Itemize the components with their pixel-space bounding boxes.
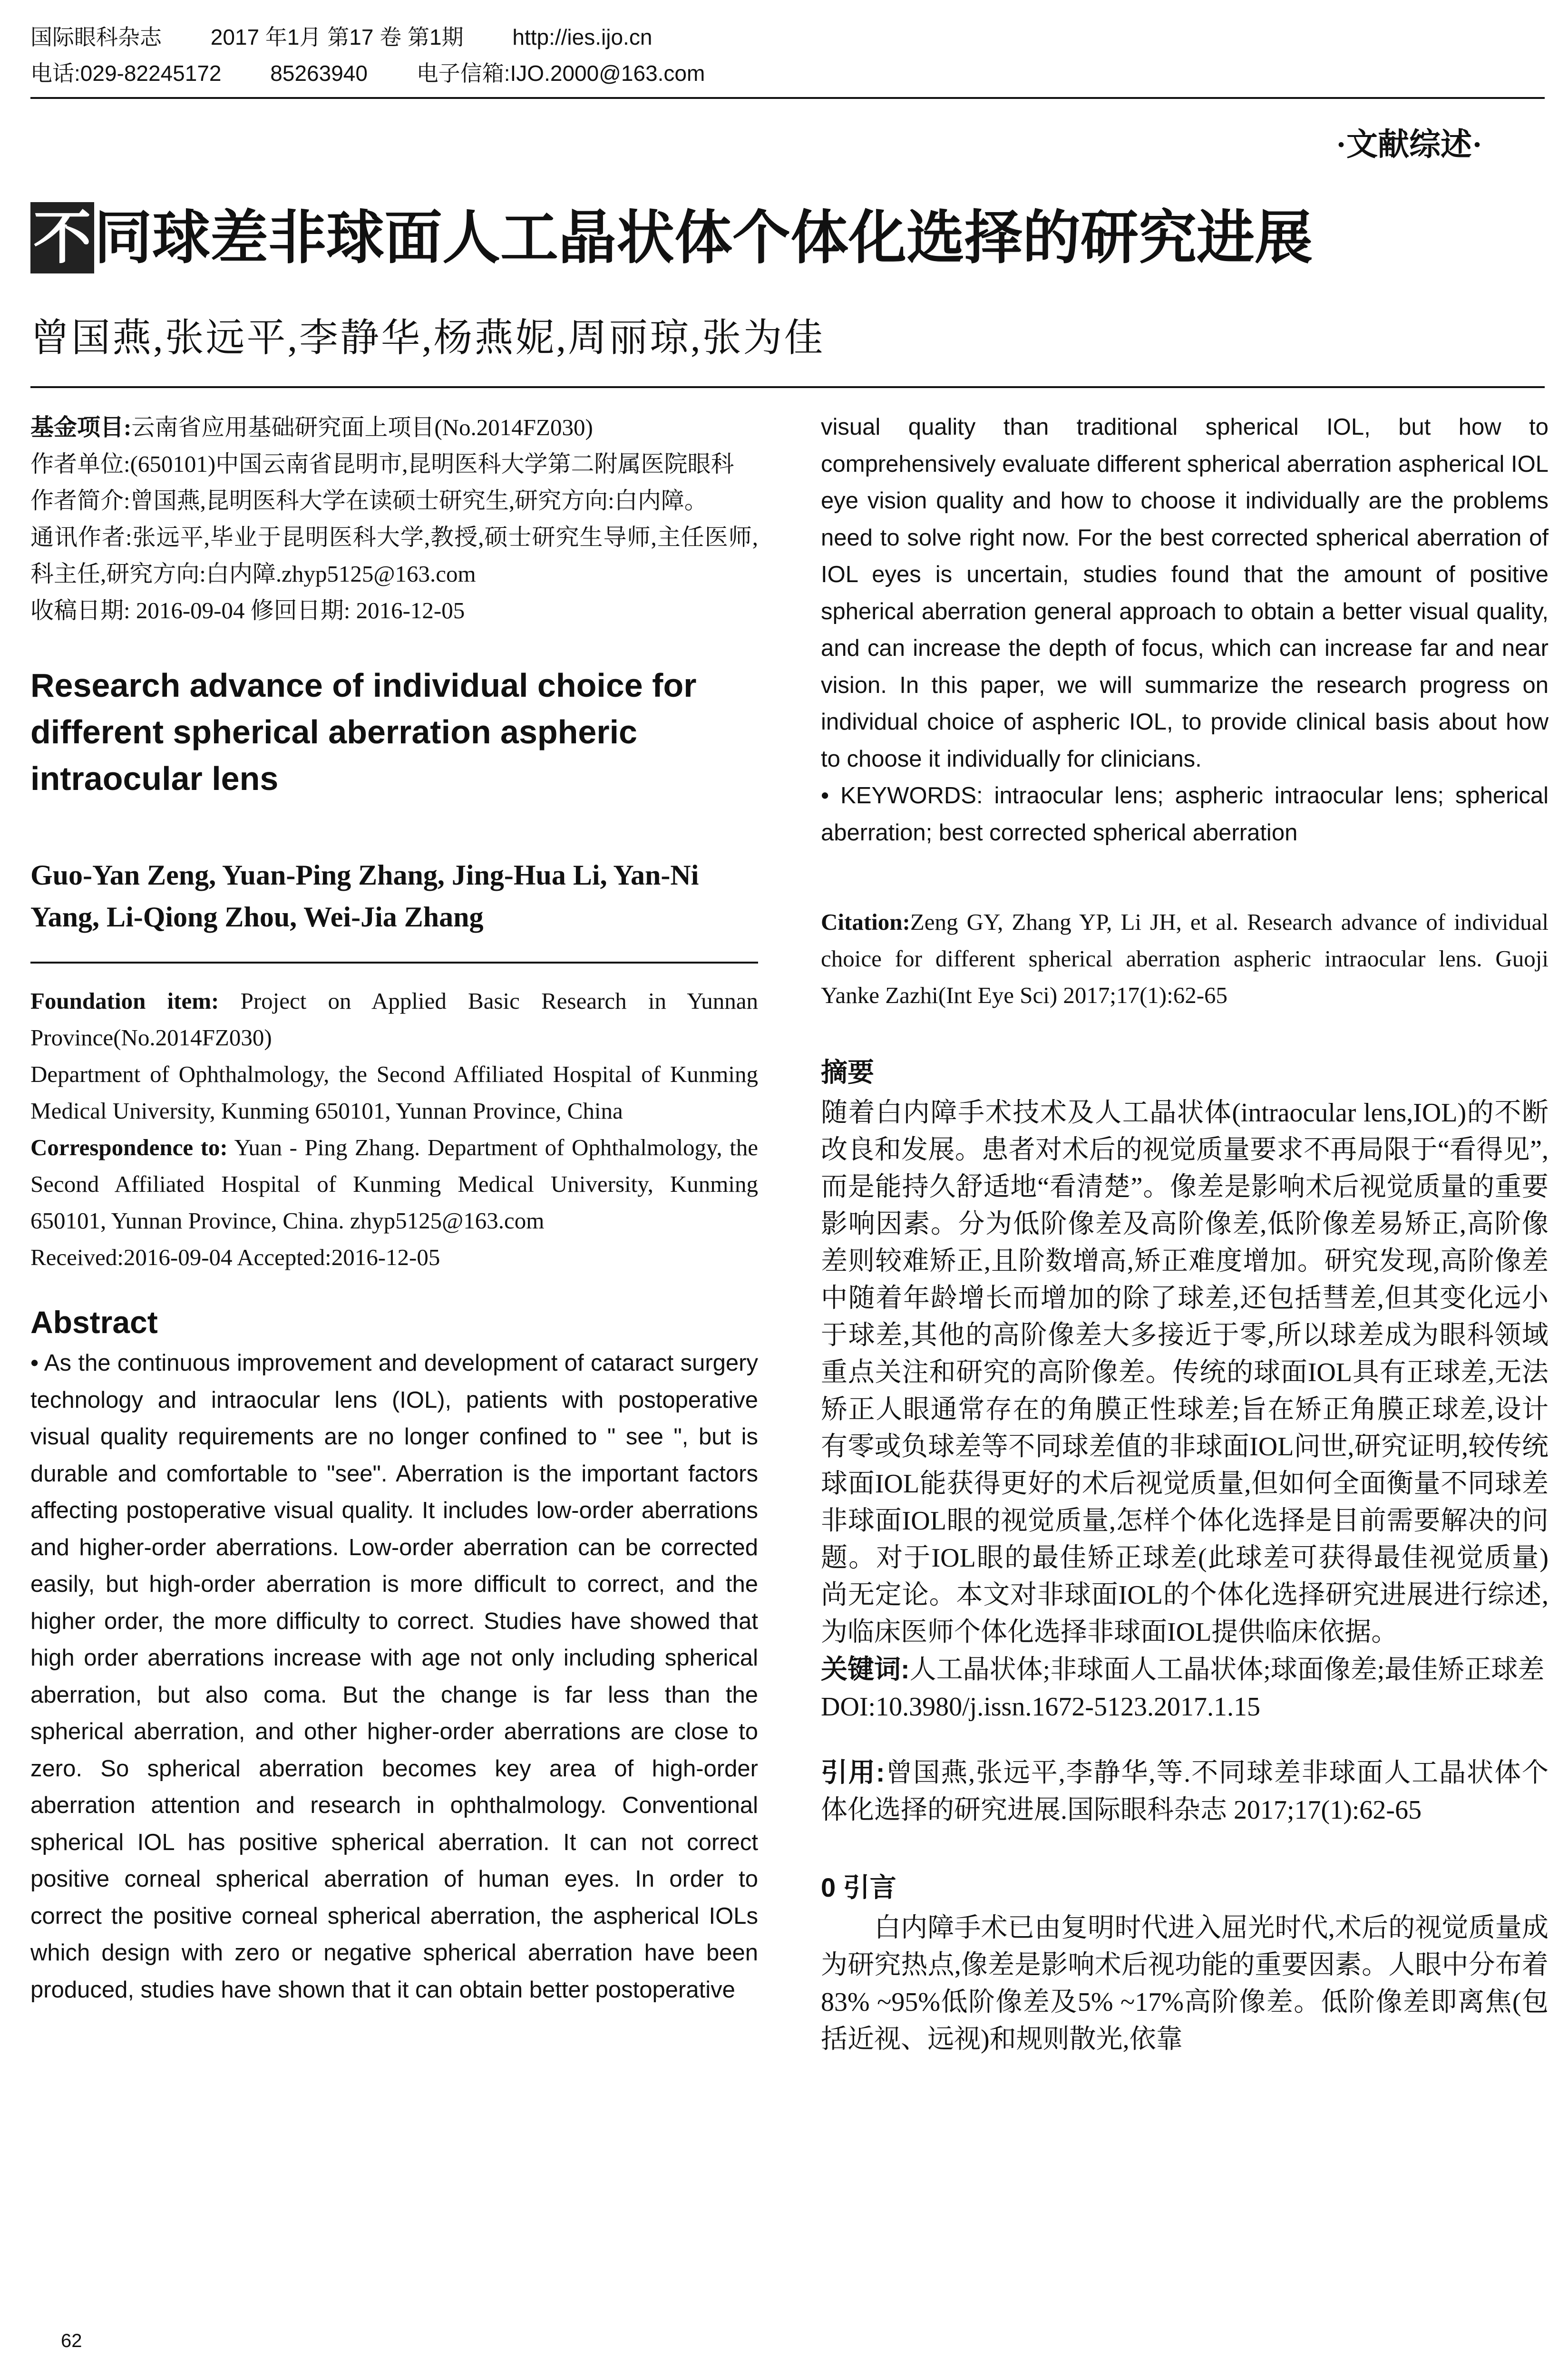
correspondence: Correspondence to: Yuan - Ping Zhang. Department of Ophthalmology, the Second Affiliated Hospital of Kunming Medical University, Kunming 650101, Yunnan Province, China. zhyp5125@163.com <box>30 1134 759 1234</box>
department: Department of Ophthalmology, the Second Affiliated Hospital of Kunming Medical University, Kunming 650101, Yunnan Province, China <box>30 1061 758 1124</box>
intro-text: 白内障手术已由复明时代进入屈光时代,术后的视觉质量成为研究热点,像差是影响术后视功能的重要因素。人眼中分布着83% ~95%低阶像差及5% ~17%高阶像差。低阶像差即离焦(包括近视、远视)和规则散光,依靠 <box>821 1913 1549 2054</box>
cn-abstract-heading: 摘要 <box>821 1057 874 1087</box>
header-divider <box>30 97 1545 99</box>
doi: DOI:10.3980/j.issn.1672-5123.2017.1.15 <box>821 1692 1260 1722</box>
citation-en: Citation:Zeng GY, Zhang YP, Li JH, et al. Research advance of individual choice for different spherical aberration aspheric intraocular lens. Guoji Yanke Zazhi(Int Eye Sci) 2017;17(1):62-65 <box>821 909 1549 1008</box>
english-title: Research advance of individual choice for different spherical aberration aspheric intraocular lens <box>30 667 697 797</box>
journal-url[interactable]: http://ies.ijo.cn <box>512 25 653 49</box>
right-column <box>821 409 1549 2058</box>
journal-issue: 2017 年1月 第17 卷 第1期 <box>210 25 464 49</box>
author-list-cn: 曾国燕,张远平,李静华,杨燕妮,周丽琼,张为佳 <box>30 316 825 360</box>
journal-phone-2: 85263940 <box>270 61 368 86</box>
article-info <box>30 409 758 629</box>
info-affiliation: 作者单位:(650101)中国云南省昆明市,昆明医科大学第二附属医院眼科 <box>30 451 734 477</box>
info-corresponding: 通讯作者:张远平,毕业于昆明医科大学,教授,硕士研究生导师,主任医师,科主任,研究方向:白内障.zhyp5125@163.com <box>30 524 758 587</box>
section-tag: ·文献综述· <box>1335 127 1482 162</box>
title-initial: 不 <box>30 202 94 273</box>
intro-heading: 0 引言 <box>821 1872 896 1902</box>
abstract-heading: Abstract <box>30 1305 158 1340</box>
cn-keywords: 关键词:人工晶状体;非球面人工晶状体;球面像差;最佳矫正球差 <box>821 1654 1545 1685</box>
foundation-item: Foundation item: Project on Applied Basic Research in Yunnan Province(No.2014FZ030) <box>30 988 759 1051</box>
author-divider <box>30 386 1545 388</box>
page-title <box>30 202 1313 273</box>
cn-abstract-text: 随着白内障手术技术及人工晶状体(intraocular lens,IOL)的不断改良和发展。患者对术后的视觉质量要求不再局限于“看得见”,而是能持久舒适地“看清楚”。像差是影响术后视觉质量的重要影响因素。分为低阶像差及高阶像差,低阶像差易矫正,高阶像差则较难矫正,且阶数增高,矫正难度增加。研究发现,高阶像差中随着年龄增长而增加的除了球差,还包括彗差,但其变化远小于球差,其他的高阶像差大多接近于零,所以球差成为眼科领域重点关注和研究的高阶像差。传统的球面IOL具有正球差,无法矫正人眼通常存在的角膜正性球差;旨在矫正角膜正球差,设计有零或负球差等不同球差值的非球面IOL问世,研究证明,较传统球面IOL能获得更好的术后视觉质量,但如何全面衡量不同球差非球面IOL眼的视觉质量,怎样个体化选择是目前需要解决的问题。对于IOL眼的最佳矫正球差(此球差可获得最佳视觉质量)尚无定论。本文对非球面IOL的个体化选择研究进展进行综述,为临床医师个体化选择非球面IOL提供临床依据。 <box>821 1098 1549 1647</box>
cn-citation: 引用:曾国燕,张远平,李静华,等.不同球差非球面人工晶状体个体化选择的研究进展.国际眼科杂志 2017;17(1):62-65 <box>821 1757 1549 1825</box>
left-column <box>30 409 758 2008</box>
journal-phone: 电话:029-82245172 <box>30 61 222 86</box>
journal-header <box>30 19 1552 91</box>
title-text: 同球差非球面人工晶状体个体化选择的研究进展 <box>94 205 1313 270</box>
journal-email[interactable]: 电子信箱:IJO.2000@163.com <box>416 61 705 86</box>
english-author-list: Guo-Yan Zeng, Yuan-Ping Zhang, Jing-Hua Li, Yan-Ni Yang, Li-Qiong Zhou, Wei-Jia Zhang <box>30 859 699 933</box>
abstract-text-part-2: visual quality than traditional spherical IOL, but how to comprehensively evaluate different spherical aberration aspherical IOL eye vision quality and how to choose it individually are the problems need to solve right now. For the best corrected spherical aberration of IOL eyes is uncertain, studies found that the amount of positive spherical aberration general approach to obtain a better visual quality, and can increase the depth of focus, which can increase far and near vision. In this paper, we will summarize the research progress on individual choice of aspheric IOL, to provide clinical basis about how to choose it individually for clinicians. <box>821 414 1549 772</box>
keywords-en: • KEYWORDS: intraocular lens; aspheric intraocular lens; spherical aberration; best corrected spherical aberration <box>821 783 1549 846</box>
info-foundation: 基金项目:云南省应用基础研究面上项目(No.2014FZ030) <box>30 414 593 440</box>
info-author-bio: 作者简介:曾国燕,昆明医科大学在读硕士研究生,研究方向:白内障。 <box>30 487 708 514</box>
received-accepted: Received:2016-09-04 Accepted:2016-12-05 <box>30 1244 440 1270</box>
en-author-divider <box>30 962 758 964</box>
abstract-text-part-1: • As the continuous improvement and development of cataract surgery technology and intraocular lens (IOL), patients with postoperative visual quality requirements are no longer confined to " see ", but is durable and comfortable to "see". Aberration is the important factors affecting postoperative visual quality. It includes low-order aberrations and higher-order aberrations. Low-order aberration can be corrected easily, but high-order aberration is more difficult to correct, and the higher order, the more difficulty to correct. Studies have showed that high order aberrations increase with age not only including spherical aberration, but also coma. But the change is far less than the spherical aberration, and other higher-order aberrations are close to zero. So spherical aberration becomes key area of high-order aberration attention and research in ophthalmology. Conventional spherical IOL has positive spherical aberration. It can not correct positive corneal spherical aberration of human eyes. In order to correct the positive corneal spherical aberration, the aspherical IOLs which design with zero or negative spherical aberration have been produced, studies have shown that it can obtain better postoperative <box>30 1350 758 2003</box>
page-number: 62 <box>61 2330 82 2351</box>
info-dates: 收稿日期: 2016-09-04 修回日期: 2016-12-05 <box>30 597 465 623</box>
journal-name: 国际眼科杂志 <box>30 25 162 49</box>
